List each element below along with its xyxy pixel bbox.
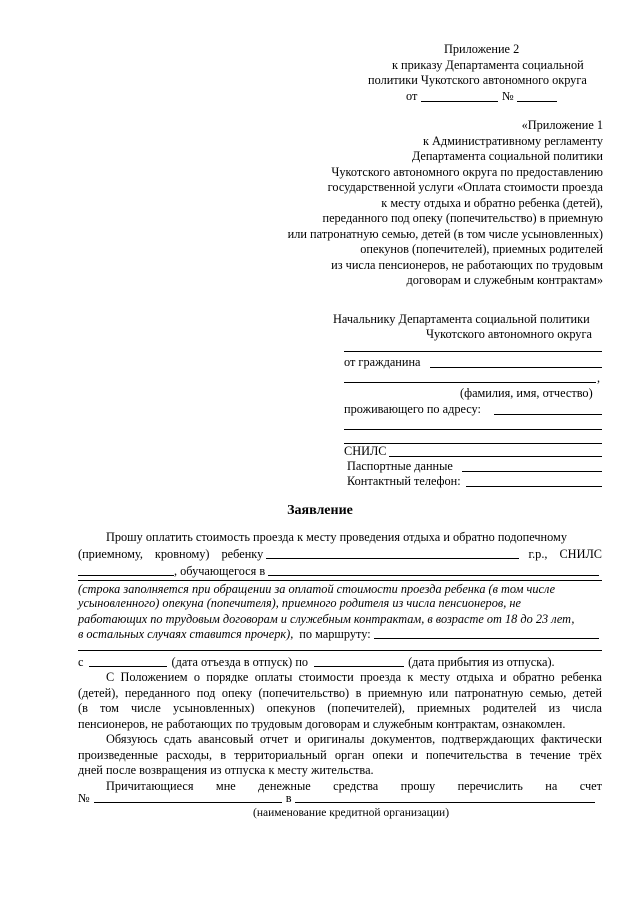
header-date-field [421, 101, 498, 102]
name-hint: (фамилия, имя, отчество) [460, 386, 593, 400]
route-line [78, 626, 602, 642]
text-fragment: в остальных случаях ставится прочерк), [78, 627, 294, 641]
italic-line-1: (строка заполняется при обращении за оплатой стоимости проезда ребенка (в том числе [78, 580, 602, 597]
text-fragment: СНИЛС [559, 547, 602, 561]
page-title: Заявление [287, 503, 353, 518]
body-p1-line-1: Прошу оплатить стоимость проезда к месту проведения отдыха и обратно подопечному [106, 530, 567, 544]
comma: , [597, 371, 601, 385]
text-fragment: (дата отъезда в отпуск) по [171, 655, 309, 669]
appendix-line: государственной услуги «Оплата стоимости проезда [327, 180, 603, 194]
text-fragment: (дата прибытия из отпуска). [408, 655, 555, 669]
snils-label: СНИЛС [344, 444, 387, 458]
text-fragment: прошу [400, 779, 436, 793]
dates-line [78, 654, 602, 670]
account-line [78, 790, 598, 806]
from-citizen-label: от гражданина [344, 355, 421, 369]
arrival-date-field[interactable] [314, 666, 404, 667]
address-field-2[interactable] [344, 429, 602, 430]
italic-line-2: усыновленного) опекуна (попечителя), приемного родителя из числа пенсионеров, не [78, 596, 521, 610]
snils-field[interactable] [389, 456, 602, 457]
address-label: проживающего по адресу: [344, 402, 481, 416]
text-fragment: счет [579, 779, 602, 793]
appendix-line: переданного под опеку (попечительство) в приемную [322, 211, 603, 225]
passport-field[interactable] [462, 471, 602, 472]
text-fragment: № [78, 791, 90, 805]
appendix-line: Чукотского автономного округа по предоставлению [331, 165, 603, 179]
header-line-2: к приказу Департамента социальной [392, 58, 584, 72]
child-snils-field[interactable] [78, 575, 174, 576]
italic-line-3: работающих по трудовым договорам и служебным контрактам, в возрасте от 18 до 23 лет, [78, 612, 575, 626]
text-fragment: в [285, 791, 292, 805]
account-number-field[interactable] [94, 802, 282, 803]
appendix-line: договорам и служебным контрактам» [406, 273, 603, 287]
route-field-2[interactable] [78, 650, 602, 651]
bank-name-field[interactable] [295, 802, 595, 803]
p3-line-2: произведенные расходы, в территориальный орган опеки и попечительства в течение трёх [78, 748, 602, 762]
p2-line-2: (детей), переданного под опеку (попечительство) в приемную или патронатную семью, детей [78, 686, 602, 700]
text-fragment: мне [215, 779, 236, 793]
passport-label: Паспортные данные [347, 459, 453, 473]
p2-line-4: пенсионеров, не работающих по трудовым договорам и служебным контрактам, ознакомлен. [78, 717, 566, 731]
child-name-field[interactable] [266, 558, 519, 559]
header-date-label: от [406, 89, 418, 103]
text-fragment: по маршруту: [299, 627, 371, 641]
appendix-line: или патронатную семью, детей (в том числе усыновленных) [287, 227, 603, 241]
appendix-line: к Административному регламенту [422, 134, 603, 148]
p3-line-1: Обязуюсь сдать авансовый отчет и оригиналы документов, подтверждающих фактически [106, 732, 602, 746]
departure-date-field[interactable] [89, 666, 167, 667]
p3-line-3: дней после возвращения из отпуска к месту жительства. [78, 763, 374, 777]
addressee-blank-line[interactable] [344, 351, 602, 352]
bank-hint: (наименование кредитной организации) [253, 807, 450, 819]
citizen-name-field-2[interactable] [344, 382, 596, 383]
body-p1-line-3 [78, 563, 602, 579]
text-fragment: средства [333, 779, 379, 793]
phone-label: Контактный телефон: [347, 474, 461, 488]
appendix-line: Департамента социальной политики [411, 149, 603, 163]
header-line-3: политики Чукотского автономного округа [368, 73, 587, 87]
header-number-label: № [502, 89, 514, 103]
text-fragment: перечислить [457, 779, 523, 793]
p2-line-3: (в том числе усыновленных) опекунов (попечителей), приемных родителей из числа [78, 701, 602, 715]
header-line-1: Приложение 2 [444, 42, 520, 56]
text-fragment: денежные [258, 779, 311, 793]
p2-line-1: С Положением о порядке оплаты стоимости проезда к месту отдыха и обратно ребенка [106, 670, 602, 684]
appendix-line: из числа пенсионеров, не работающих по трудовым [331, 258, 603, 272]
text-fragment: кровному) [154, 547, 210, 561]
header-number-field [517, 101, 557, 102]
addressee-line-2: Чукотского автономного округа [426, 327, 592, 341]
text-fragment: ребенку [221, 547, 264, 561]
route-field[interactable] [374, 638, 599, 639]
school-field[interactable] [268, 575, 599, 576]
text-fragment: с [78, 655, 84, 669]
appendix-line: к месту отдыха и обратно ребенка (детей), [381, 196, 603, 210]
text-fragment: Причитающиеся [106, 779, 194, 793]
phone-field[interactable] [466, 486, 602, 487]
appendix-line: «Приложение 1 [521, 118, 603, 132]
appendix-line: опекунов (попечителей), приемных родителей [360, 242, 603, 256]
text-fragment: г.р., [528, 547, 548, 561]
text-fragment: (приемному, [78, 547, 143, 561]
addressee-line-1: Начальнику Департамента социальной политики [333, 312, 590, 326]
citizen-name-field[interactable] [430, 367, 602, 368]
address-field[interactable] [494, 414, 602, 415]
text-fragment: , обучающегося в [174, 564, 266, 578]
text-fragment: на [545, 779, 558, 793]
body-p1-line-2 [78, 546, 602, 562]
